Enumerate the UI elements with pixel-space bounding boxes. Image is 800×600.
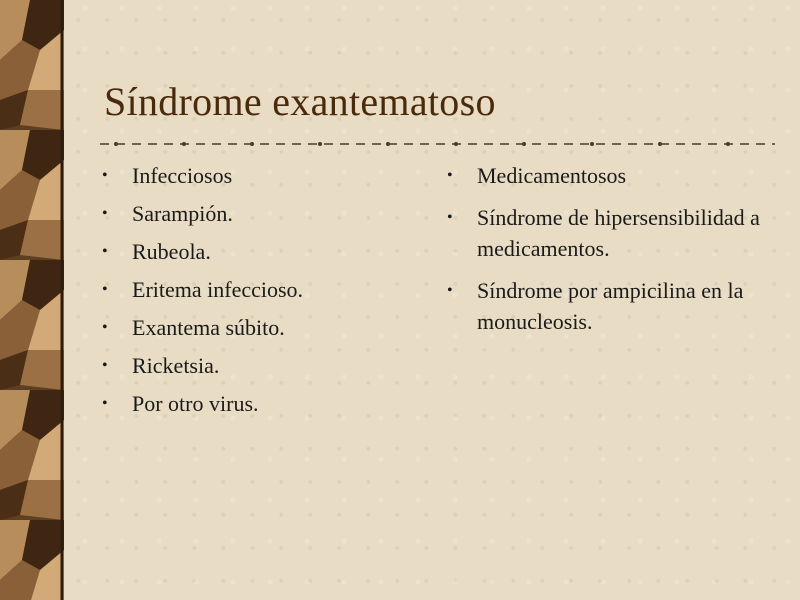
list-item-text: Sarampión. [132, 201, 233, 226]
list-item-text: Síndrome por ampicilina en la monucleosis. [477, 278, 744, 334]
bullet-icon: • [447, 282, 453, 299]
list-item-text: Ricketsia. [132, 353, 220, 378]
list-item-text: Eritema infeccioso. [132, 277, 304, 302]
list-item [100, 198, 420, 229]
wood-pattern [0, 0, 64, 600]
bullet-icon: • [102, 395, 108, 412]
decorative-wood-border [0, 0, 64, 600]
list-item [445, 202, 775, 264]
list-item-text: Rubeola. [132, 239, 211, 264]
slide-title: Síndrome exantematoso [104, 79, 496, 124]
bullet-icon: • [102, 357, 108, 374]
list-item [100, 160, 420, 191]
bullet-icon: • [102, 205, 108, 222]
list-item [445, 275, 775, 337]
list-item [100, 236, 420, 267]
list-item-text: Por otro virus. [132, 391, 259, 416]
list-item [100, 312, 420, 343]
list-item-text: Síndrome de hipersensibilidad a medicamentos. [477, 205, 760, 261]
list-item-text: Infecciosos [132, 163, 233, 188]
bullet-icon: • [102, 319, 108, 336]
left-bullet-list [100, 160, 420, 426]
bullet-icon: • [102, 243, 108, 260]
list-item [100, 388, 420, 419]
bullet-icon: • [447, 167, 453, 184]
list-item-text: Exantema súbito. [132, 315, 285, 340]
right-bullet-list [445, 160, 775, 348]
bullet-icon: • [102, 167, 108, 184]
title-divider [100, 141, 775, 147]
list-item [445, 160, 775, 191]
list-item [100, 350, 420, 381]
list-item-text: Medicamentosos [477, 163, 627, 188]
list-item [100, 274, 420, 305]
bullet-icon: • [102, 281, 108, 298]
bullet-icon: • [447, 209, 453, 226]
